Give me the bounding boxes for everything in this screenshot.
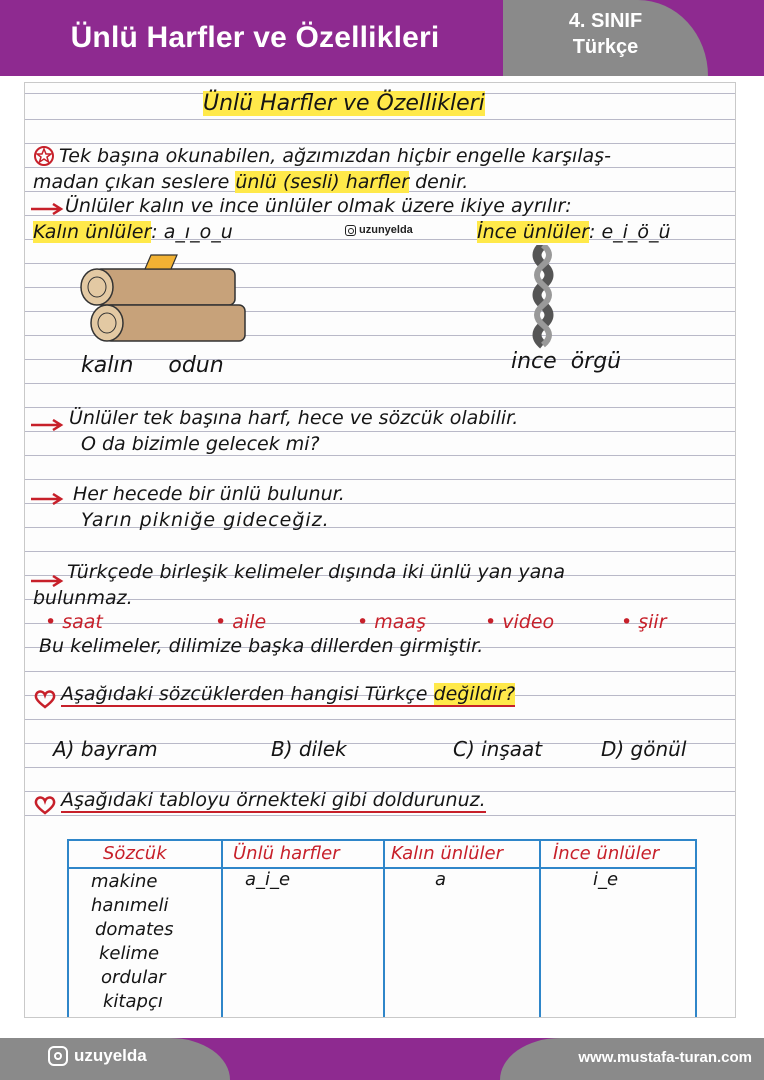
rule-4-note: Bu kelimeler, dilimize başka dillerden girmiştir.	[39, 635, 484, 657]
question-2-text: Aşağıdaki tabloyu örnekteki gibi doldurunuz.	[61, 789, 486, 811]
ruled-line	[25, 167, 736, 168]
notebook-title	[203, 91, 485, 116]
table-header-unlu: Ünlü harfler	[233, 843, 340, 864]
ruled-line	[25, 719, 736, 720]
table-header-sozcuk: Sözcük	[103, 843, 167, 864]
table-word: ordular	[101, 967, 166, 988]
ince-values: : e_i_ö_ü	[589, 221, 671, 243]
table-word: kelime	[99, 943, 160, 964]
header-title: Ünlü Harfler ve Özellikleri	[70, 21, 440, 54]
heart-icon	[33, 795, 57, 815]
caption-ince: ince	[511, 349, 557, 374]
rule-2: Ünlüler tek başına harf, hece ve sözcük olabilir.	[69, 407, 519, 429]
vowel-table	[67, 839, 697, 1018]
table-word: makine	[91, 871, 158, 892]
rule-4-line-2: bulunmaz.	[33, 587, 133, 609]
rule-4-example-4: • video	[485, 611, 555, 633]
intro-line-2	[33, 171, 468, 193]
kalin-values: : a_ı_o_u	[151, 221, 233, 243]
caption-kalin: kalın	[81, 353, 134, 378]
ince-row	[477, 221, 671, 243]
question-2	[61, 789, 486, 811]
intro-text-b: denir.	[409, 171, 469, 193]
grade-label	[503, 8, 708, 60]
ruled-line	[25, 143, 736, 144]
rule-3-example: Yarın pikniğe gideceğiz.	[81, 509, 330, 531]
intro-text-a: madan çıkan seslere	[33, 171, 236, 193]
ruled-line	[25, 815, 736, 816]
ruled-line	[25, 479, 736, 480]
rule-4-example-1: • saat	[45, 611, 103, 633]
rule-1: Ünlüler kalın ve ince ünlüler olmak üzere ikiye ayrılır:	[65, 195, 572, 217]
option-d: D) gönül	[601, 737, 687, 761]
table-header-ince: İnce ünlüler	[553, 843, 660, 864]
arrow-icon	[31, 493, 65, 505]
rule-2-example: O da bizimle gelecek mi?	[81, 433, 320, 455]
kalin-row	[33, 221, 233, 243]
option-c: C) inşaat	[453, 737, 543, 761]
kalin-label: Kalın ünlüler	[33, 221, 152, 243]
footer-handle: uzuyelda	[74, 1046, 147, 1065]
ruled-line	[25, 671, 736, 672]
instagram-icon	[48, 1046, 68, 1066]
ruled-line	[25, 455, 736, 456]
table-cell-kalin: a	[435, 869, 447, 890]
caption-orgu: örgü	[570, 349, 622, 374]
arrow-icon	[31, 575, 65, 587]
rule-4-example-2: • aile	[215, 611, 267, 633]
logs-illustration	[65, 251, 255, 351]
rule-4-example-5: • şiir	[621, 611, 667, 633]
ruled-line	[25, 551, 736, 552]
instagram-icon	[345, 225, 356, 236]
grade-level: 4. SINIF	[568, 10, 643, 32]
arrow-icon	[31, 203, 65, 215]
caption-kalin-odun	[81, 353, 224, 378]
ruled-line	[25, 767, 736, 768]
grade-subject: Türkçe	[572, 36, 639, 58]
question-1	[61, 683, 515, 705]
intro-line-1: Tek başına okunabilen, ağzımızdan hiçbir engelle karşılaş-	[59, 145, 611, 167]
question-1-emphasis: değildir?	[433, 683, 516, 705]
ruled-line	[25, 431, 736, 432]
table-word: kitapçı	[103, 991, 163, 1012]
caption-odun: odun	[168, 353, 224, 378]
table-cell-unlu: a_i_e	[245, 869, 291, 890]
braid-illustration	[523, 245, 563, 355]
heart-icon	[33, 689, 57, 709]
rule-3: Her hecede bir ünlü bulunur.	[73, 483, 345, 505]
footer-social	[48, 1046, 147, 1066]
star-icon	[33, 145, 55, 167]
question-1-text: Aşağıdaki sözcüklerden hangisi Türkçe	[61, 683, 434, 705]
notebook-page	[24, 82, 736, 1018]
arrow-icon	[31, 419, 65, 431]
table-word: hanımeli	[91, 895, 169, 916]
ruled-line	[25, 383, 736, 384]
intro-highlight: ünlü (sesli) harfler	[235, 171, 410, 193]
rule-4-line-1: Türkçede birleşik kelimeler dışında iki ünlü yan yana	[67, 561, 565, 583]
watermark	[345, 224, 413, 236]
table-header-kalin: Kalın ünlüler	[391, 843, 504, 864]
footer-website: www.mustafa-turan.com	[578, 1049, 752, 1066]
ince-label: İnce ünlüler	[477, 221, 590, 243]
rule-4-example-3: • maaş	[357, 611, 426, 633]
table-cell-ince: i_e	[593, 869, 619, 890]
ruled-line	[25, 119, 736, 120]
option-a: A) bayram	[53, 737, 158, 761]
caption-ince-orgu	[511, 349, 621, 374]
option-b: B) dilek	[271, 737, 347, 761]
notebook-title-text: Ünlü Harfler ve Özellikleri	[203, 91, 485, 116]
watermark-handle: uzunyelda	[359, 224, 413, 236]
table-word: domates	[95, 919, 174, 940]
